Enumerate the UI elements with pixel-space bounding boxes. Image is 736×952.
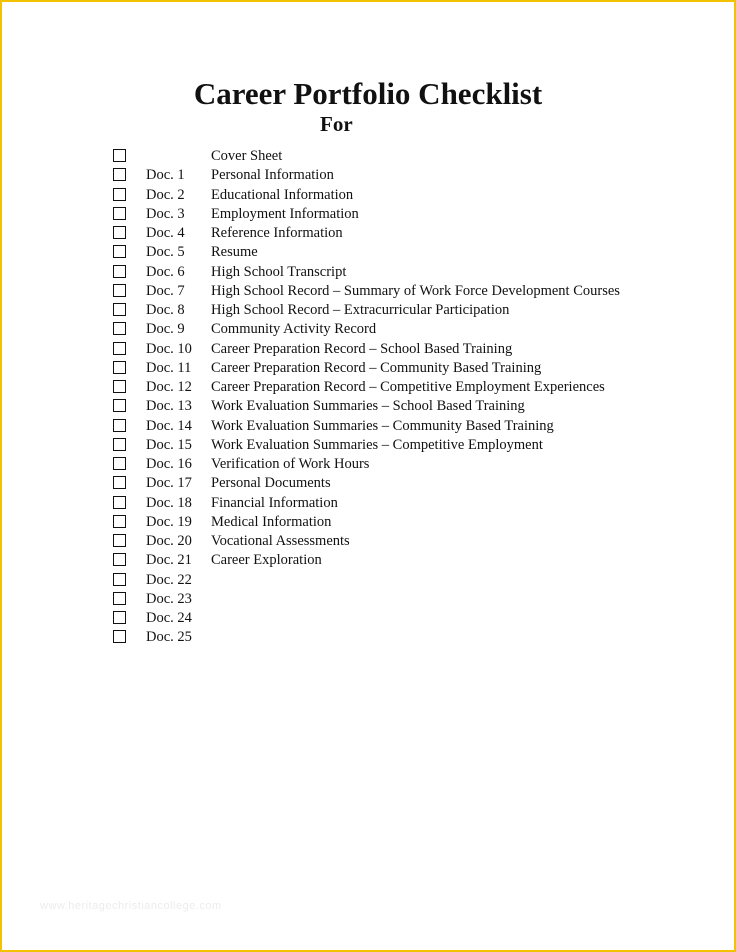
doc-description: Vocational Assessments <box>211 533 350 549</box>
checklist-item <box>0 590 736 609</box>
checkbox[interactable] <box>113 476 126 489</box>
doc-number: Doc. 25 <box>146 629 192 646</box>
checklist-item <box>0 532 736 551</box>
doc-number: Doc. 17 <box>146 475 192 492</box>
doc-description: Personal Information <box>211 167 334 184</box>
checkbox[interactable] <box>113 149 126 162</box>
checkbox[interactable] <box>113 496 126 509</box>
doc-description: Financial Information <box>211 494 338 511</box>
doc-description: Resume <box>211 244 258 261</box>
checklist-item <box>0 186 736 205</box>
checkbox[interactable] <box>113 207 126 220</box>
doc-number: Doc. 6 <box>146 263 185 280</box>
checklist-item <box>0 436 736 455</box>
doc-number: Doc. 20 <box>146 533 192 549</box>
doc-description: Career Preparation Record – School Based Training <box>211 340 513 357</box>
checkbox[interactable] <box>113 226 126 239</box>
checklist-item <box>0 628 736 647</box>
checkbox[interactable] <box>113 419 126 432</box>
checkbox[interactable] <box>113 573 126 586</box>
checklist-item <box>0 513 736 532</box>
checklist-item <box>0 243 736 262</box>
checklist-item <box>0 301 736 320</box>
checklist <box>0 147 736 648</box>
checkbox[interactable] <box>113 265 126 278</box>
doc-description: High School Record – Extracurricular Participation <box>211 302 510 318</box>
doc-description: Community Activity Record <box>211 321 377 338</box>
checkbox[interactable] <box>113 553 126 566</box>
doc-description: Work Evaluation Summaries – Community Based Training <box>211 417 554 434</box>
checklist-item <box>0 609 736 628</box>
doc-number: Doc. 4 <box>146 225 185 241</box>
checkbox[interactable] <box>113 322 126 335</box>
doc-number: Doc. 11 <box>146 359 192 376</box>
doc-description: Reference Information <box>211 225 343 241</box>
doc-number: Doc. 13 <box>146 398 192 415</box>
doc-number: Doc. 14 <box>146 417 192 434</box>
checkbox[interactable] <box>113 342 126 355</box>
checklist-item <box>0 263 736 282</box>
checklist-item <box>0 417 736 436</box>
checklist-item <box>0 571 736 590</box>
checklist-item <box>0 494 736 513</box>
doc-number: Doc. 18 <box>146 494 192 511</box>
doc-number: Doc. 24 <box>146 610 192 626</box>
doc-description: Personal Documents <box>211 475 331 492</box>
doc-description: Career Exploration <box>211 552 322 569</box>
checkbox[interactable] <box>113 438 126 451</box>
checkbox[interactable] <box>113 303 126 316</box>
doc-description: Medical Information <box>211 513 332 530</box>
checklist-item <box>0 340 736 359</box>
doc-number: Doc. 22 <box>146 571 192 588</box>
checkbox[interactable] <box>113 380 126 393</box>
checkbox[interactable] <box>113 534 126 547</box>
doc-number: Doc. 21 <box>146 552 192 569</box>
checkbox[interactable] <box>113 361 126 374</box>
doc-number: Doc. 12 <box>146 379 192 395</box>
doc-description: High School Record – Summary of Work Force Development Courses <box>211 282 620 299</box>
watermark: www.heritagechristiancollege.com <box>40 900 222 912</box>
doc-number: Doc. 16 <box>146 456 192 472</box>
page-title: Career Portfolio Checklist <box>193 76 543 111</box>
checklist-item <box>0 359 736 378</box>
doc-number: Doc. 7 <box>146 282 185 299</box>
doc-description: Work Evaluation Summaries – Competitive Employment <box>211 436 543 453</box>
checklist-item <box>0 147 736 166</box>
checkbox[interactable] <box>113 245 126 258</box>
doc-number: Doc. 1 <box>146 167 185 184</box>
checkbox[interactable] <box>113 592 126 605</box>
doc-description: Career Preparation Record – Competitive Employment Experiences <box>211 379 605 395</box>
checklist-item <box>0 282 736 301</box>
doc-description: Employment Information <box>211 205 359 222</box>
checkbox[interactable] <box>113 611 126 624</box>
doc-description: Work Evaluation Summaries – School Based Training <box>211 398 525 415</box>
doc-description: Educational Information <box>211 186 354 203</box>
doc-number: Doc. 23 <box>146 590 192 607</box>
doc-description: Career Preparation Record – Community Based Training <box>211 359 542 376</box>
doc-number: Doc. 5 <box>146 244 185 261</box>
checkbox[interactable] <box>113 630 126 643</box>
doc-description: High School Transcript <box>211 263 347 280</box>
doc-number: Doc. 3 <box>146 205 185 222</box>
checklist-item <box>0 224 736 243</box>
doc-number: Doc. 15 <box>146 436 192 453</box>
doc-number: Doc. 2 <box>146 186 185 203</box>
doc-number: Doc. 9 <box>146 321 185 338</box>
checklist-item <box>0 397 736 416</box>
checklist-item <box>0 166 736 185</box>
checklist-item <box>0 474 736 493</box>
checkbox[interactable] <box>113 188 126 201</box>
doc-number: Doc. 8 <box>146 302 185 318</box>
checkbox[interactable] <box>113 457 126 470</box>
page-subtitle: For <box>320 112 353 136</box>
checkbox[interactable] <box>113 399 126 412</box>
checklist-item <box>0 320 736 339</box>
checklist-item <box>0 551 736 570</box>
doc-number: Doc. 19 <box>146 513 192 530</box>
doc-number: Doc. 10 <box>146 340 192 357</box>
checklist-item <box>0 378 736 397</box>
checkbox[interactable] <box>113 515 126 528</box>
doc-description: Verification of Work Hours <box>211 456 370 472</box>
checkbox[interactable] <box>113 168 126 181</box>
checklist-item <box>0 455 736 474</box>
checkbox[interactable] <box>113 284 126 297</box>
checklist-item <box>0 205 736 224</box>
doc-description: Cover Sheet <box>211 148 283 164</box>
